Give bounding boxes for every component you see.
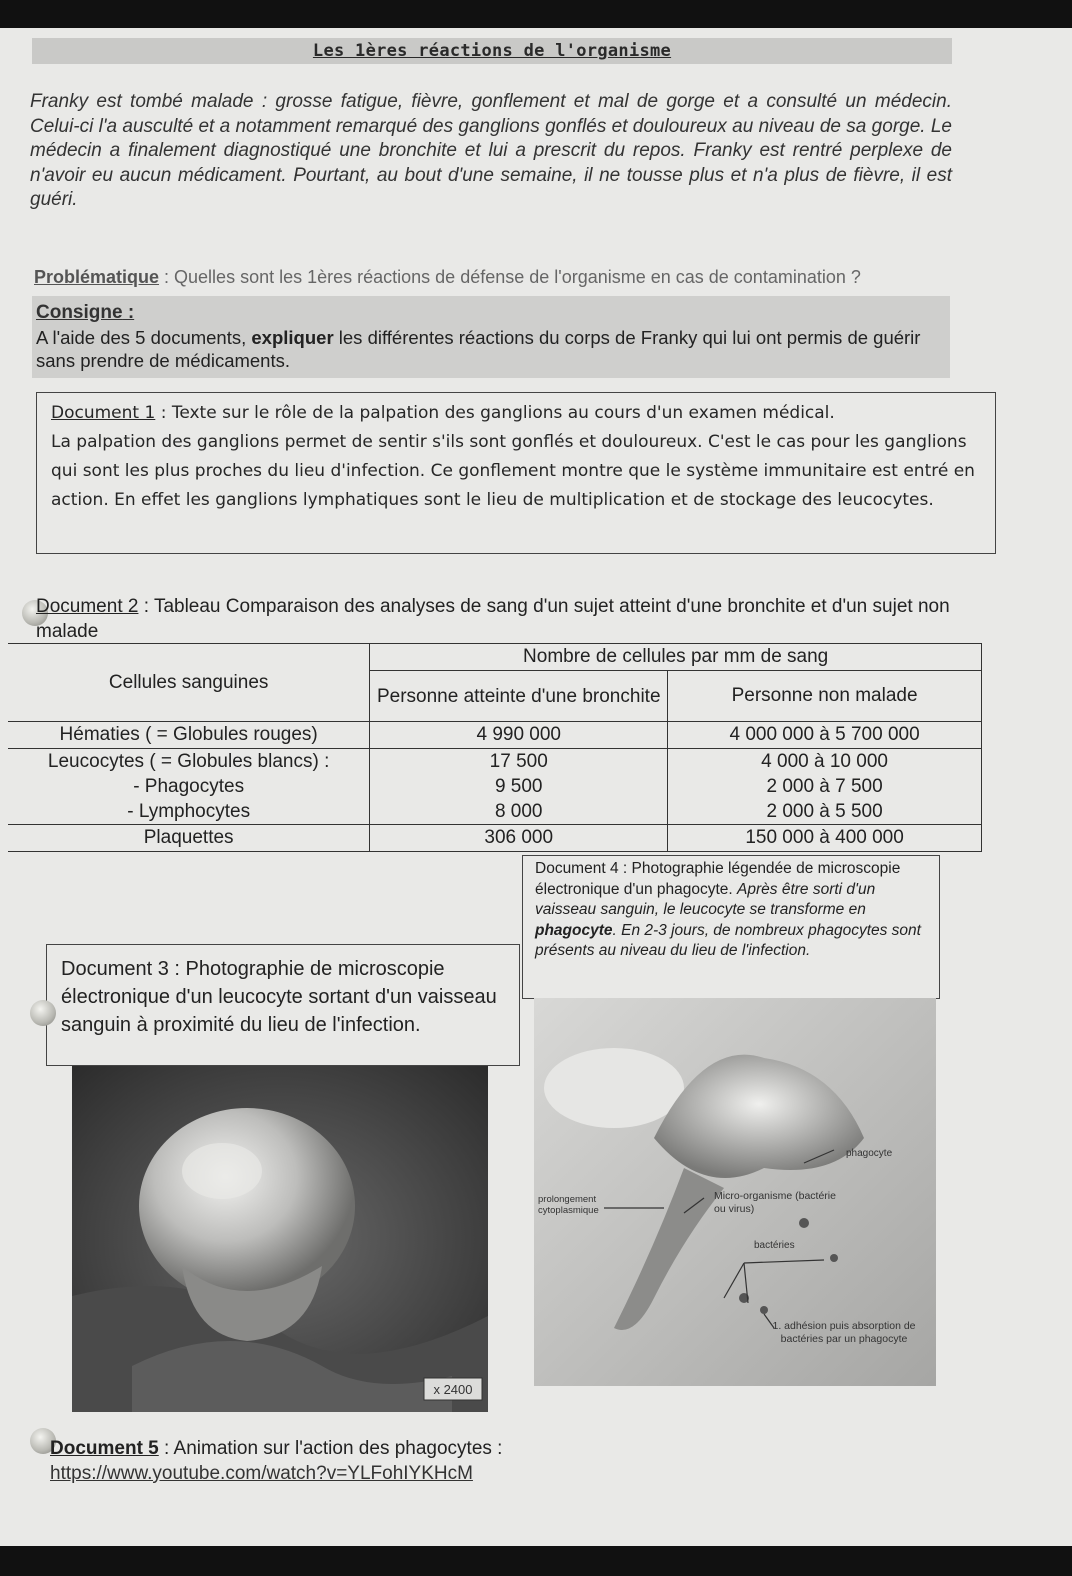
problematique	[34, 266, 950, 288]
document-5-caption: : Animation sur l'action des phagocytes :	[158, 1438, 503, 1459]
table-row	[8, 722, 982, 749]
problematique-text: : Quelles sont les 1ères réactions de défense de l'organisme en cas de contamination ?	[159, 267, 861, 287]
cell-sick: 306 000	[370, 825, 668, 852]
header-sick: Personne atteinte d'une bronchite	[370, 671, 668, 722]
cell-healthy: 2 000 à 5 500	[668, 799, 982, 825]
header-cellules: Cellules sanguines	[8, 644, 370, 722]
document-2-caption-text: : Tableau Comparaison des analyses de sang d'un sujet atteint d'une bronchite et d'un sujet non malade	[36, 596, 950, 642]
label-micro-organisme: Micro-organisme (bactérie ou virus)	[714, 1190, 836, 1215]
document-4-italic-a: Après être sorti d'un vaisseau sanguin, le leucocyte se transforme en	[535, 880, 876, 918]
cell-healthy: 4 000 000 à 5 700 000	[668, 722, 982, 749]
leucocyte-micrograph	[72, 1066, 488, 1412]
header-group: Nombre de cellules par mm de sang	[370, 644, 982, 671]
cell-healthy: 150 000 à 400 000	[668, 825, 982, 852]
table-row	[8, 825, 982, 852]
label-adhesion: 1. adhésion puis absorption de bactéries par un phagocyte	[772, 1320, 916, 1345]
youtube-link[interactable]: https://www.youtube.com/watch?v=YLFohIYKHcM	[50, 1463, 473, 1484]
table-row	[8, 774, 982, 799]
intro-paragraph: Franky est tombé malade : grosse fatigue, fièvre, gonflement et mal de gorge et a consulté un médecin. Celui-ci l'a ausculté et a notamment remarqué des ganglions gonflés et douloureux au niveau de sa gorge. Le médecin a finalement diagnostiqué une bronchite et lui a prescrit du repos. Franky est rentré perplexe de n'avoir eu aucun médicament. Pourtant, au bout d'une semaine, il ne tousse plus et n'a plus de fièvre, il est guéri.	[30, 91, 952, 210]
phagocyte-micrograph	[534, 998, 936, 1386]
document-3-caption: Document 3 : Photographie de microscopie électronique d'un leucocyte sortant d'un vaisseau sanguin à proximité du lieu de l'infection.	[61, 958, 497, 1036]
cell-sick: 9 500	[370, 774, 668, 799]
document-5	[50, 1436, 750, 1486]
title-band	[32, 38, 952, 64]
consigne-text	[36, 326, 946, 372]
magnification-label: x 2400	[433, 1382, 473, 1397]
document-4-text	[535, 859, 931, 962]
consigne-verb: expliquer	[251, 327, 334, 348]
document-1-body: La palpation des ganglions permet de sentir s'ils sont gonflés et douloureux. C'est le cas pour les ganglions qui sont les plus proches du lieu d'infection. Ce gonflement montre que le système immunitaire est entré en action. En effet les ganglions lymphatiques sont le lieu de multiplication et de stockage des leucocytes.	[51, 432, 975, 510]
consigne-text-a: A l'aide des 5 documents,	[36, 327, 252, 348]
label-adhesion-wrap	[756, 1320, 932, 1372]
cell-sick: 17 500	[370, 749, 668, 775]
document-2-caption	[36, 594, 956, 644]
document-4-box	[522, 855, 940, 999]
cell-healthy: 4 000 à 10 000	[668, 749, 982, 775]
table-row	[8, 749, 982, 775]
cell-sick: 8 000	[370, 799, 668, 825]
cell-sick: 4 990 000	[370, 722, 668, 749]
blood-analysis-table	[8, 643, 982, 852]
document-2-label: Document 2	[36, 596, 139, 617]
document-1-text	[51, 399, 987, 515]
table-header-row	[8, 644, 982, 671]
consigne-label: Consigne	[36, 302, 123, 323]
label-prolongement-wrap	[538, 1194, 630, 1228]
cell-name: - Phagocytes	[133, 775, 245, 797]
page-title: Les 1ères réactions de l'organisme	[312, 41, 672, 61]
document-1-label: Document 1	[51, 403, 156, 423]
document-4-italic-b: . En 2-3 jours, de nombreux phagocytes sont présents au niveau du lieu de l'infection.	[535, 921, 921, 959]
problematique-label: Problématique	[34, 267, 160, 287]
consigne-heading	[36, 302, 134, 324]
consigne-label-suffix: :	[122, 302, 135, 323]
consigne-text-b: les différentes réactions du corps de Franky qui lui ont permis de guérir sans prendre de médicaments.	[36, 327, 921, 371]
label-prolongement: prolongement cytoplasmique	[538, 1194, 599, 1216]
cell-name: Plaquettes	[8, 825, 370, 852]
document-1-box	[36, 392, 996, 554]
cell-name: Hématies ( = Globules rouges)	[8, 722, 370, 749]
cell-healthy: 2 000 à 7 500	[668, 774, 982, 799]
cell-name: - Lymphocytes	[8, 799, 370, 825]
header-healthy: Personne non malade	[668, 671, 982, 722]
table-row	[8, 799, 982, 825]
document-5-label: Document 5	[50, 1438, 159, 1459]
label-bacteries: bactéries	[754, 1240, 795, 1251]
hole-punch-mark	[30, 1000, 56, 1026]
document-4-italic-bold: phagocyte	[535, 921, 613, 939]
document-4-caption: Document 4 : Photographie légendée de microscopie électronique d'un phagocyte.	[535, 860, 901, 898]
label-micro-wrap	[714, 1190, 844, 1224]
label-phagocyte: phagocyte	[846, 1148, 893, 1159]
document-1-title: : Texte sur le rôle de la palpation des ganglions au cours d'un examen médical.	[155, 403, 835, 423]
document-3-box	[46, 944, 520, 1066]
cell-name: Leucocytes ( = Globules blancs) :	[47, 750, 330, 772]
